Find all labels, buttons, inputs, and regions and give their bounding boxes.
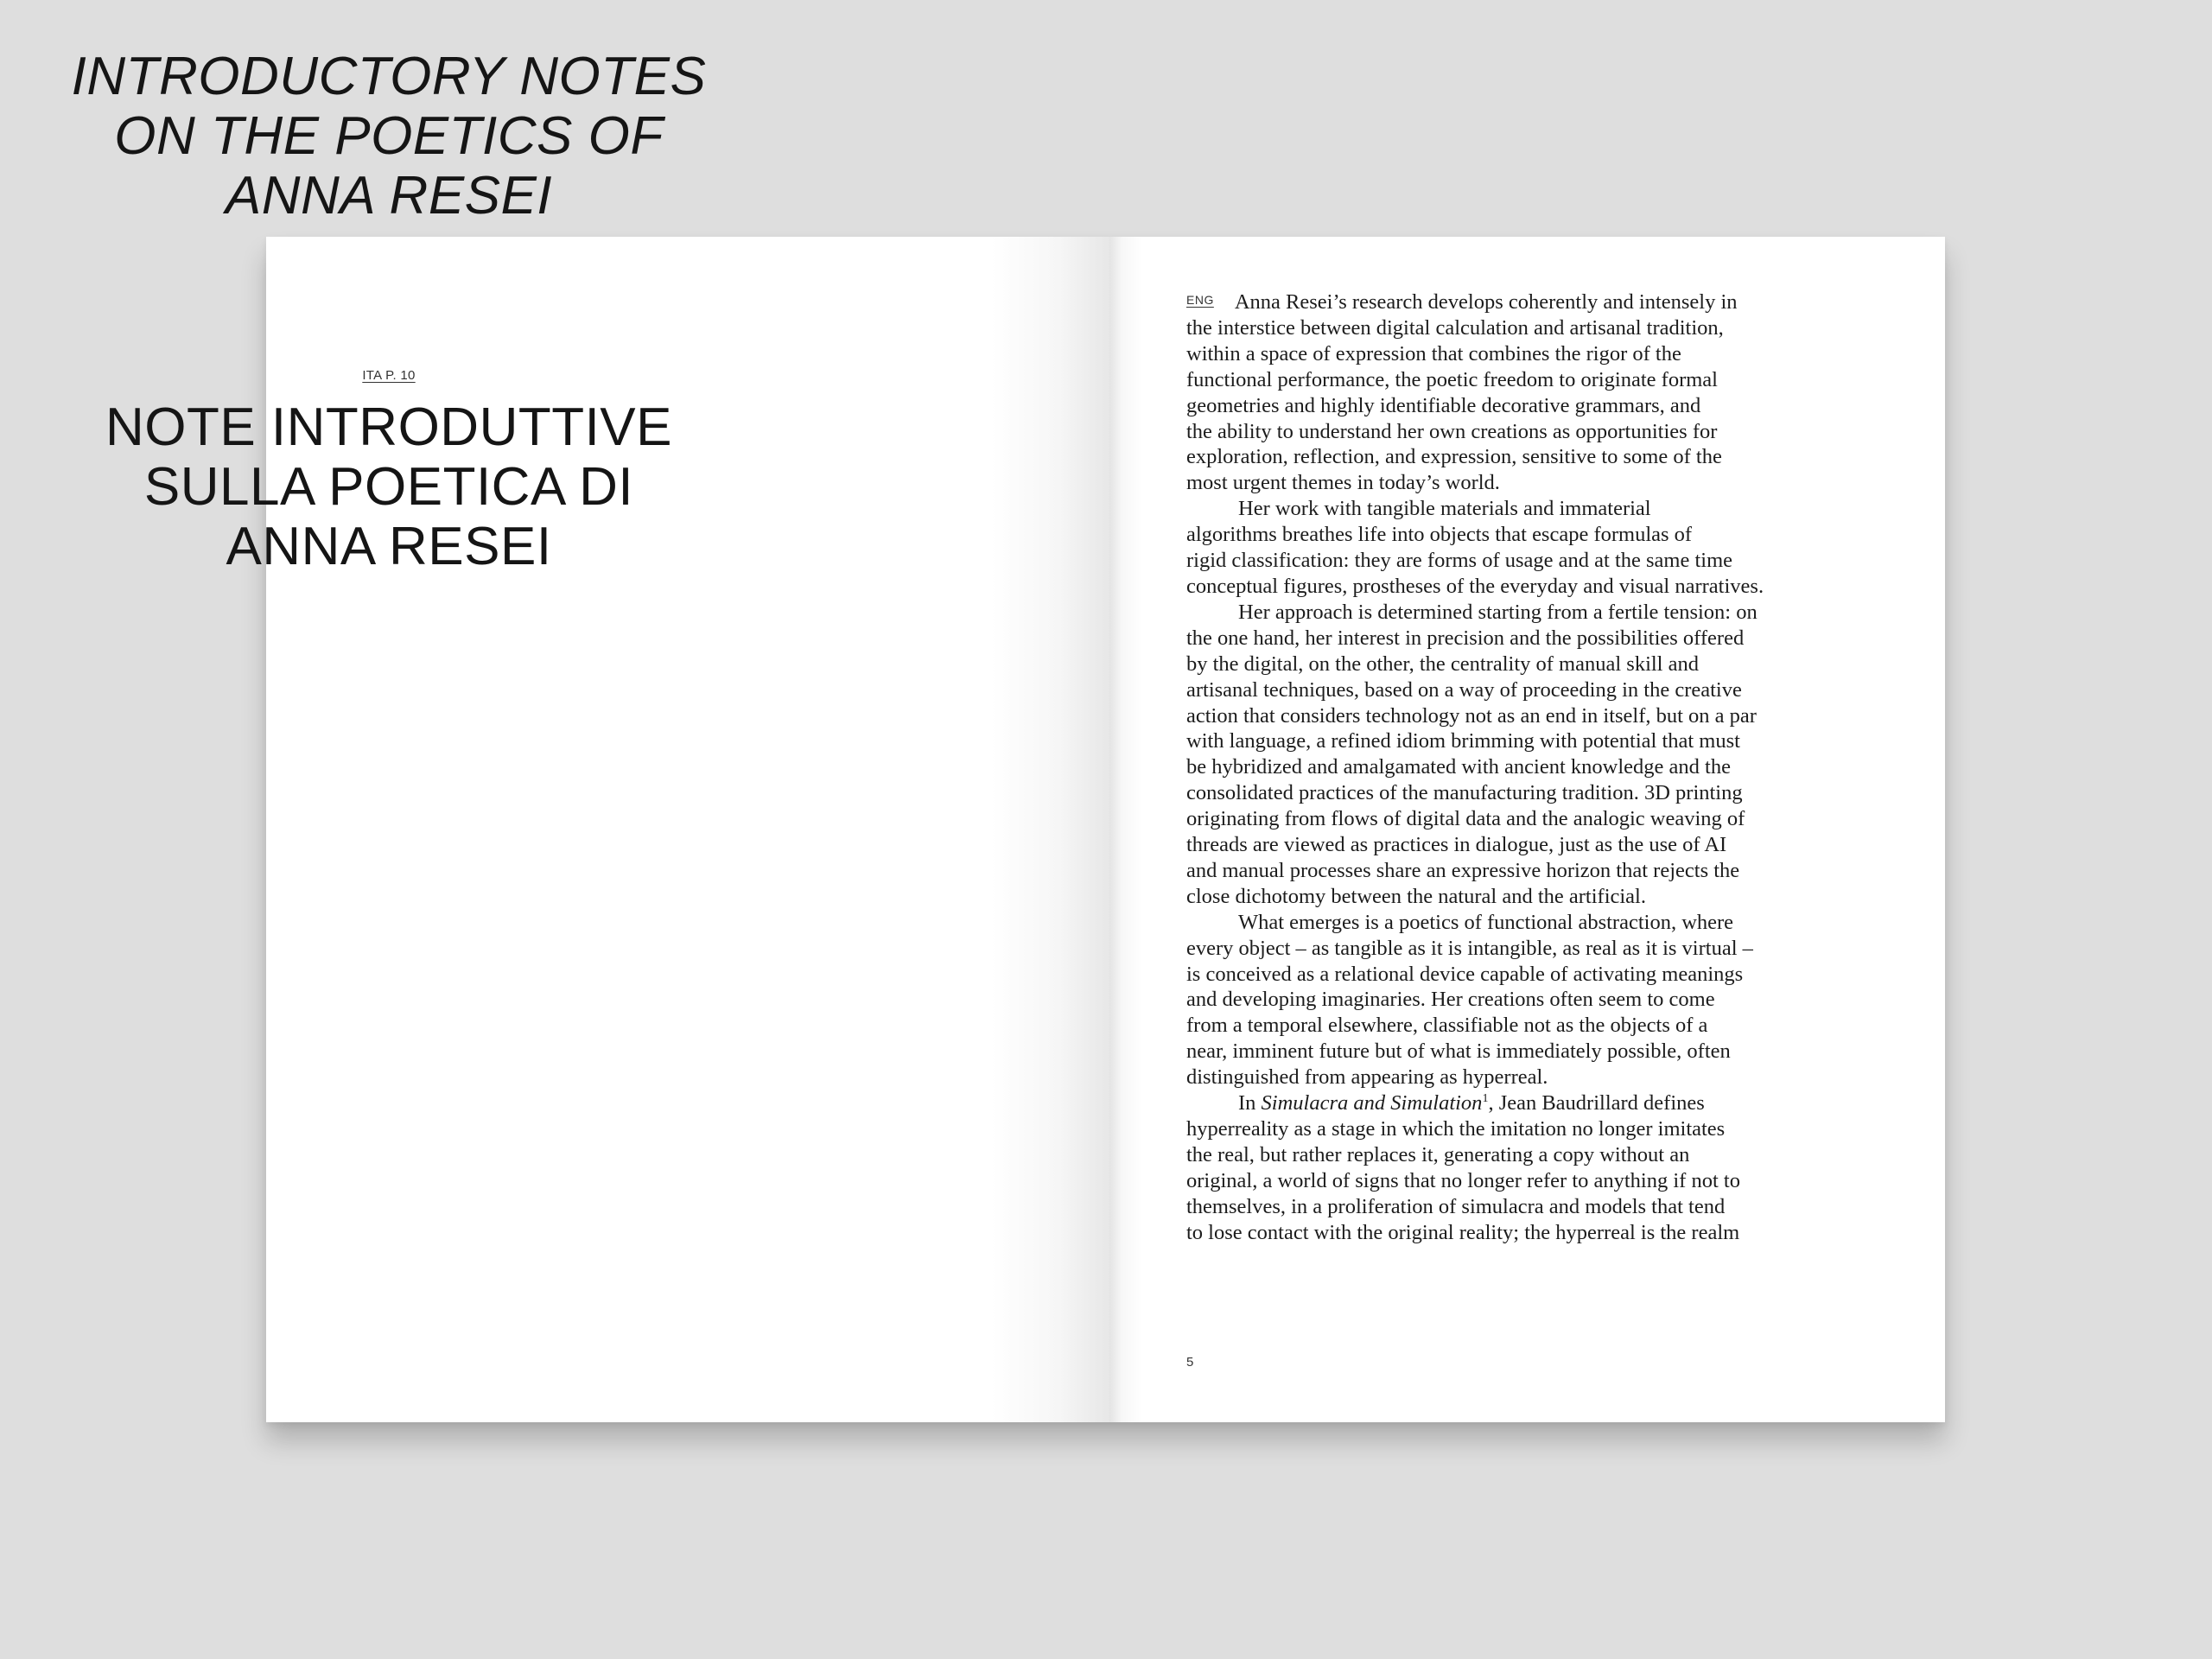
text-line	[1186, 288, 1843, 315]
english-title-line: INTRODUCTORY NOTES	[71, 47, 707, 106]
text-line: exploration, reflection, and expression, sensitive to some of the	[1186, 445, 1722, 469]
english-title-line: ON THE POETICS OF	[114, 106, 664, 166]
book-title: Simulacra and Simulation	[1261, 1091, 1483, 1116]
text-line: threads are viewed as practices in dialogue, just as the use of AI	[1186, 833, 1727, 857]
text-fragment: , Jean Baudrillard defines	[1488, 1091, 1705, 1116]
text-line: by the digital, on the other, the centrality of manual skill and	[1186, 652, 1699, 676]
text-line: artisanal techniques, based on a way of proceeding in the creative	[1186, 677, 1742, 702]
paragraph	[1186, 496, 1843, 600]
text-line: from a temporal elsewhere, classifiable not as the objects of a	[1186, 1014, 1708, 1038]
text-fragment: In	[1238, 1091, 1262, 1116]
text-line: is conceived as a relational device capable of activating meanings	[1186, 962, 1744, 986]
text-line: themselves, in a proliferation of simulacra and models that tend	[1186, 1194, 1726, 1218]
text-line: most urgent themes in today’s world.	[1186, 471, 1500, 495]
text-line: be hybridized and amalgamated with ancient knowledge and the	[1186, 755, 1731, 779]
english-title-line: ANNA RESEI	[225, 166, 553, 226]
text-line: geometries and highly identifiable decorative grammars, and	[1186, 393, 1701, 417]
paragraph	[1186, 1090, 1843, 1245]
italian-title-line: SULLA POETICA DI	[143, 457, 634, 517]
italian-page-reference	[311, 368, 467, 384]
text-line: within a space of expression that combines the rigor of the	[1186, 341, 1681, 365]
text-line: functional performance, the poetic freedom to originate formal	[1186, 367, 1718, 391]
text-line: original, a world of signs that no longer refer to anything if not to	[1186, 1168, 1740, 1192]
page-number: 5	[1186, 1355, 1194, 1370]
text-line: the ability to understand her own creations as opportunities for	[1186, 419, 1718, 443]
text-line: conceptual figures, prostheses of the everyday and visual narratives.	[1186, 574, 1764, 598]
text-line: to lose contact with the original reality; the hyperreal is the realm	[1186, 1220, 1740, 1244]
italian-title-line: ANNA RESEI	[226, 517, 552, 576]
text-line: originating from flows of digital data and the analogic weaving of	[1186, 807, 1745, 831]
text-line: every object – as tangible as it is intangible, as real as it is virtual –	[1186, 936, 1753, 960]
italian-title	[52, 397, 726, 576]
italian-title-line: NOTE INTRODUTTIVE	[105, 397, 673, 457]
text-line: and developing imaginaries. Her creations often seem to come	[1186, 988, 1715, 1012]
paragraph	[1186, 910, 1843, 1090]
text-line: and manual processes share an expressive horizon that rejects the	[1186, 858, 1740, 882]
text-line: distinguished from appearing as hyperreal.	[1186, 1065, 1548, 1090]
text-line: hyperreality as a stage in which the imitation no longer imitates	[1186, 1117, 1726, 1141]
text-line: the interstice between digital calculation and artisanal tradition,	[1186, 315, 1724, 340]
text-line: with language, a refined idiom brimming with potential that must	[1186, 729, 1740, 753]
text-line: near, imminent future but of what is immediately possible, often	[1186, 1039, 1731, 1064]
text-line	[1186, 1090, 1843, 1116]
text-line: What emerges is a poetics of functional abstraction, where	[1238, 910, 1734, 934]
english-body-text	[1186, 288, 1843, 1246]
text-line: consolidated practices of the manufacturing tradition. 3D printing	[1186, 781, 1743, 805]
text-line-content: Anna Resei’s research develops coherently and intensely in	[1234, 290, 1738, 314]
paragraph	[1186, 288, 1843, 496]
text-line: action that considers technology not as an end in itself, but on a par	[1186, 703, 1757, 728]
paragraph	[1186, 600, 1843, 910]
text-line: algorithms breathes life into objects that escape formulas of	[1186, 523, 1693, 547]
text-line: the real, but rather replaces it, generating a copy without an	[1186, 1142, 1690, 1166]
text-line: rigid classification: they are forms of usage and at the same time	[1186, 549, 1733, 573]
footnote-marker[interactable]: 1	[1482, 1092, 1489, 1106]
english-title	[52, 47, 726, 226]
text-line: close dichotomy between the natural and the artificial.	[1186, 884, 1646, 908]
language-tag: ENG	[1186, 293, 1214, 307]
text-line: Her work with tangible materials and immaterial	[1238, 497, 1651, 521]
text-line: the one hand, her interest in precision and the possibilities offered	[1186, 626, 1745, 650]
text-line: Her approach is determined starting from a fertile tension: on	[1238, 600, 1758, 624]
italian-page-reference-label: ITA P. 10	[362, 368, 416, 383]
